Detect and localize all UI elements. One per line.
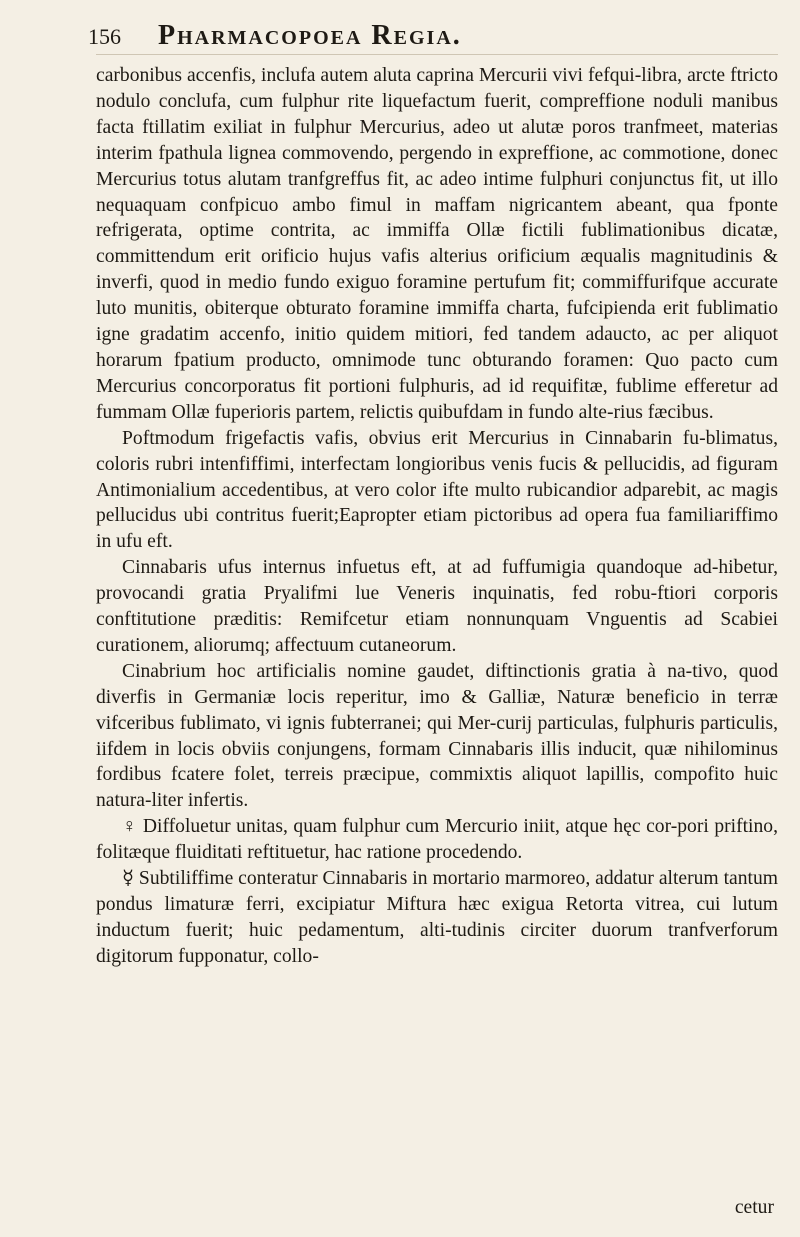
paragraph: Cinabrium hoc artificialis nomine gaudet, diftinctionis gratia à na-tivo, quod diverfis in Germaniæ locis reperitur, imo & Galliæ, Naturæ beneficio in terræ vifceribus fublimato, vi ignis fubterranei; qui Mer-curij particulas, fulphuris particulis, iifdem in locis obviis conjungens, formam Cinnabaris illis inducit, quæ nihilominus fordibus fcatere folet, terreis præcipue, commixtis aliquot lapillis, compofito huic natura-liter infertis. <box>96 660 778 812</box>
paragraph: ☿ Subtiliffime conteratur Cinnabaris in mortario marmoreo, addatur alterum tantum pondus limaturæ ferri, excipiatur Miftura hæc exigua Retorta vitrea, cui lutum inductum fuerit; huic pedamentum, alti-tudinis circiter duorum tranfverforum digitorum fupponatur, collo- <box>96 868 778 967</box>
paragraph: ♀ Diffoluetur unitas, quam fulphur cum Mercurio iniit, atque hęc cor-pori priftino, folitæque fluiditati reftituetur, hac ratione procedendo. <box>96 816 778 864</box>
paragraph: Poftmodum frigefactis vafis, obvius erit Mercurius in Cinnabarin fu-blimatus, coloris rubri intenfiffimi, interfectam longioribus venis fucis & pellucidis, ad figuram Antimonialium accedentibus, at vero color ifte multo rubicandior adparebit, ac magis pellucidus ubi contritus fuerit;Eapropter etiam pictoribus ad opera fua familiariffimo in ufu eft. <box>96 427 778 553</box>
catchword: cetur <box>734 1197 774 1218</box>
page-number: 156 <box>88 24 121 49</box>
paragraph: carbonibus accenfis, inclufa autem aluta caprina Mercurii vivi fefqui-libra, arcte ftricto nodulo conclufa, cum fulphur rite liquefactum fuerit, compreffione noduli manibus facta ftillatim exiliat in fulphur Mercurius, adeo ut alutæ poros tranfmeet, materias interim fpathula lignea commovendo, pergendo in expreffione, ac commotione, donec Mercurius totus alutam tranfgreffus fit, ac adeo intime fulphuri conjunctus fit, ut illo nequaquam confpicuo ambo fimul in maffam nigricantem abeant, qua fponte refrigerata, optime contrita, ac immiffa Ollæ fictili fublimationibus dicatæ, committendum erit orificio hujus vafis alterius orificium æqualis magnitudinis & inverfi, quod in medio fundo exiguo foramine pertufum fit; commiffurifque accurate luto munitis, obiterque obturato foramine immiffa charta, fufcipienda erit fublimatio igne gradatim accenfo, initio quidem mitiori, fed tandem adaucto, ac per aliquot horarum fpatium producto, omnimode tunc obturando foramen: Quo pacto cum Mercurius concorporatus fit portioni fulphuris, ad id requifitæ, fublime efferetur ad fummam Ollæ fuperioris partem, relictis quibufdam in fundo alte-rius fæcibus. <box>96 65 778 423</box>
body-text <box>96 63 778 970</box>
running-title: Pharmacopoea Regia. <box>158 20 462 51</box>
paragraph: Cinnabaris ufus internus infuetus eft, at ad fuffumigia quandoque ad-hibetur, provocandi gratia Pryalifmi lue Veneris inquinatis, fed robu-ftiori corporis conftitutione præditis: Remifcetur etiam nonnunquam Vnguentis ad Scabiei curationem, aliorumq; affectuum cutaneorum. <box>96 557 778 656</box>
running-head <box>88 20 778 55</box>
